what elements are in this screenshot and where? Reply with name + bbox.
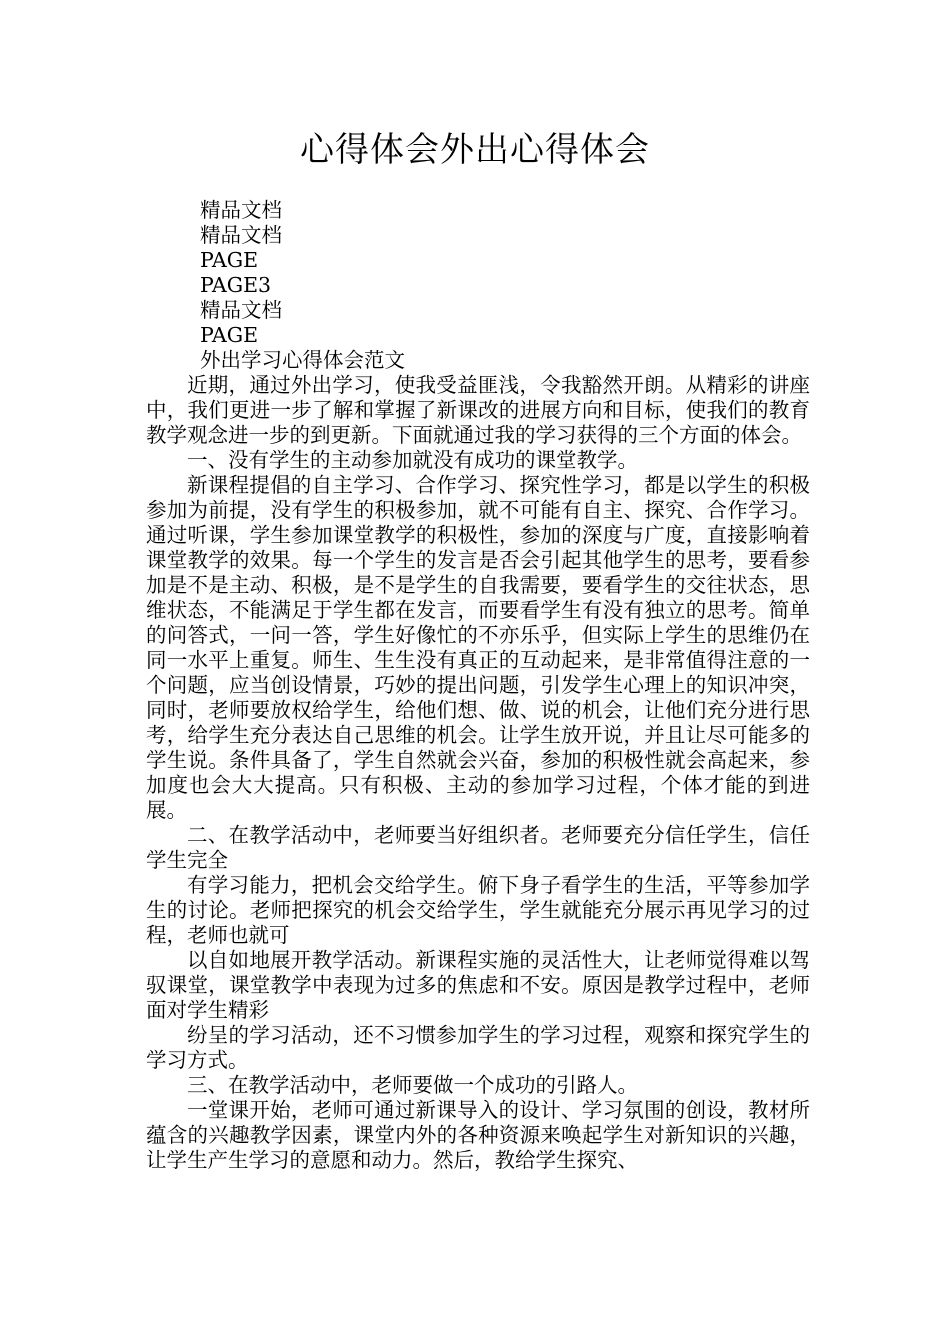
paragraph-heading-3: 三、在教学活动中，老师要做一个成功的引路人。 (187, 1073, 638, 1097)
header-line: 精品文档 (200, 198, 282, 222)
paragraph-heading-1: 一、没有学生的主动参加就没有成功的课堂教学。 (187, 448, 638, 472)
paragraph-intro: 近期，通过外出学习，使我受益匪浅，令我豁然开朗。从精彩的讲座中，我们更进一步了解和掌握了新课改的进展方向和目标，使我们的教育教学观念进一步的到更新。下面就通过我的学习获得的三个方面的体会。 (146, 373, 810, 447)
document-body (146, 198, 810, 1173)
section-heading: 外出学习心得体会范文 (200, 348, 405, 372)
header-line: PAGE (200, 323, 259, 347)
paragraph-body-1: 新课程提倡的自主学习、合作学习、探究性学习，都是以学生的积极参加为前提，没有学生的积极参加，就不可能有自主、探究、合作学习。通过听课，学生参加课堂教学的积极性，参加的深度与广度，直接影响着课堂教学的效果。每一个学生的发言是否会引起其他学生的思考，要看参加是不是主动、积极，是不是学生的自我需要，要看学生的交往状态，思维状态，不能满足于学生都在发言，而要看学生有没有独立的思考。简单的问答式，一问一答，学生好像忙的不亦乐乎，但实际上学生的思维仍在同一水平上重复。师生、生生没有真正的互动起来，是非常值得注意的一个问题，应当创设情景，巧妙的提出问题，引发学生心理上的知识冲突，同时，老师要放权给学生，给他们想、做、说的机会，让他们充分进行思考，给学生充分表达自己思维的机会。让学生放开说，并且让尽可能多的学生说。条件具备了，学生自然就会兴奋，参加的积极性就会高起来，参加度也会大大提高。只有积极、主动的参加学习过程，个体才能的到进展。 (146, 473, 810, 822)
paragraph-body-2b: 以自如地展开教学活动。新课程实施的灵活性大，让老师觉得难以驾驭课堂，课堂教学中表现为过多的焦虑和不安。原因是教学过程中，老师面对学生精彩 (146, 948, 810, 1022)
paragraph-body-2a: 有学习能力，把机会交给学生。俯下身子看学生的生活，平等参加学生的讨论。老师把探究的机会交给学生，学生就能充分展示再见学习的过程，老师也就可 (146, 873, 810, 947)
paragraph-heading-2: 二、在教学活动中，老师要当好组织者。老师要充分信任学生，信任学生完全 (146, 823, 810, 872)
header-line: 精品文档 (200, 298, 282, 322)
header-line: PAGE (200, 248, 259, 272)
paragraph-body-2c: 纷呈的学习活动，还不习惯参加学生的学习过程，观察和探究学生的学习方式。 (146, 1023, 810, 1072)
header-line: PAGE3 (200, 273, 272, 297)
document-title: 心得体会外出心得体会 (300, 130, 650, 170)
header-line: 精品文档 (200, 223, 282, 247)
paragraph-body-3: 一堂课开始，老师可通过新课导入的设计、学习氛围的创设，教材所蕴含的兴趣教学因素，课堂内外的各种资源来唤起学生对新知识的兴趣，让学生产生学习的意愿和动力。然后，教给学生探究、 (146, 1098, 810, 1172)
